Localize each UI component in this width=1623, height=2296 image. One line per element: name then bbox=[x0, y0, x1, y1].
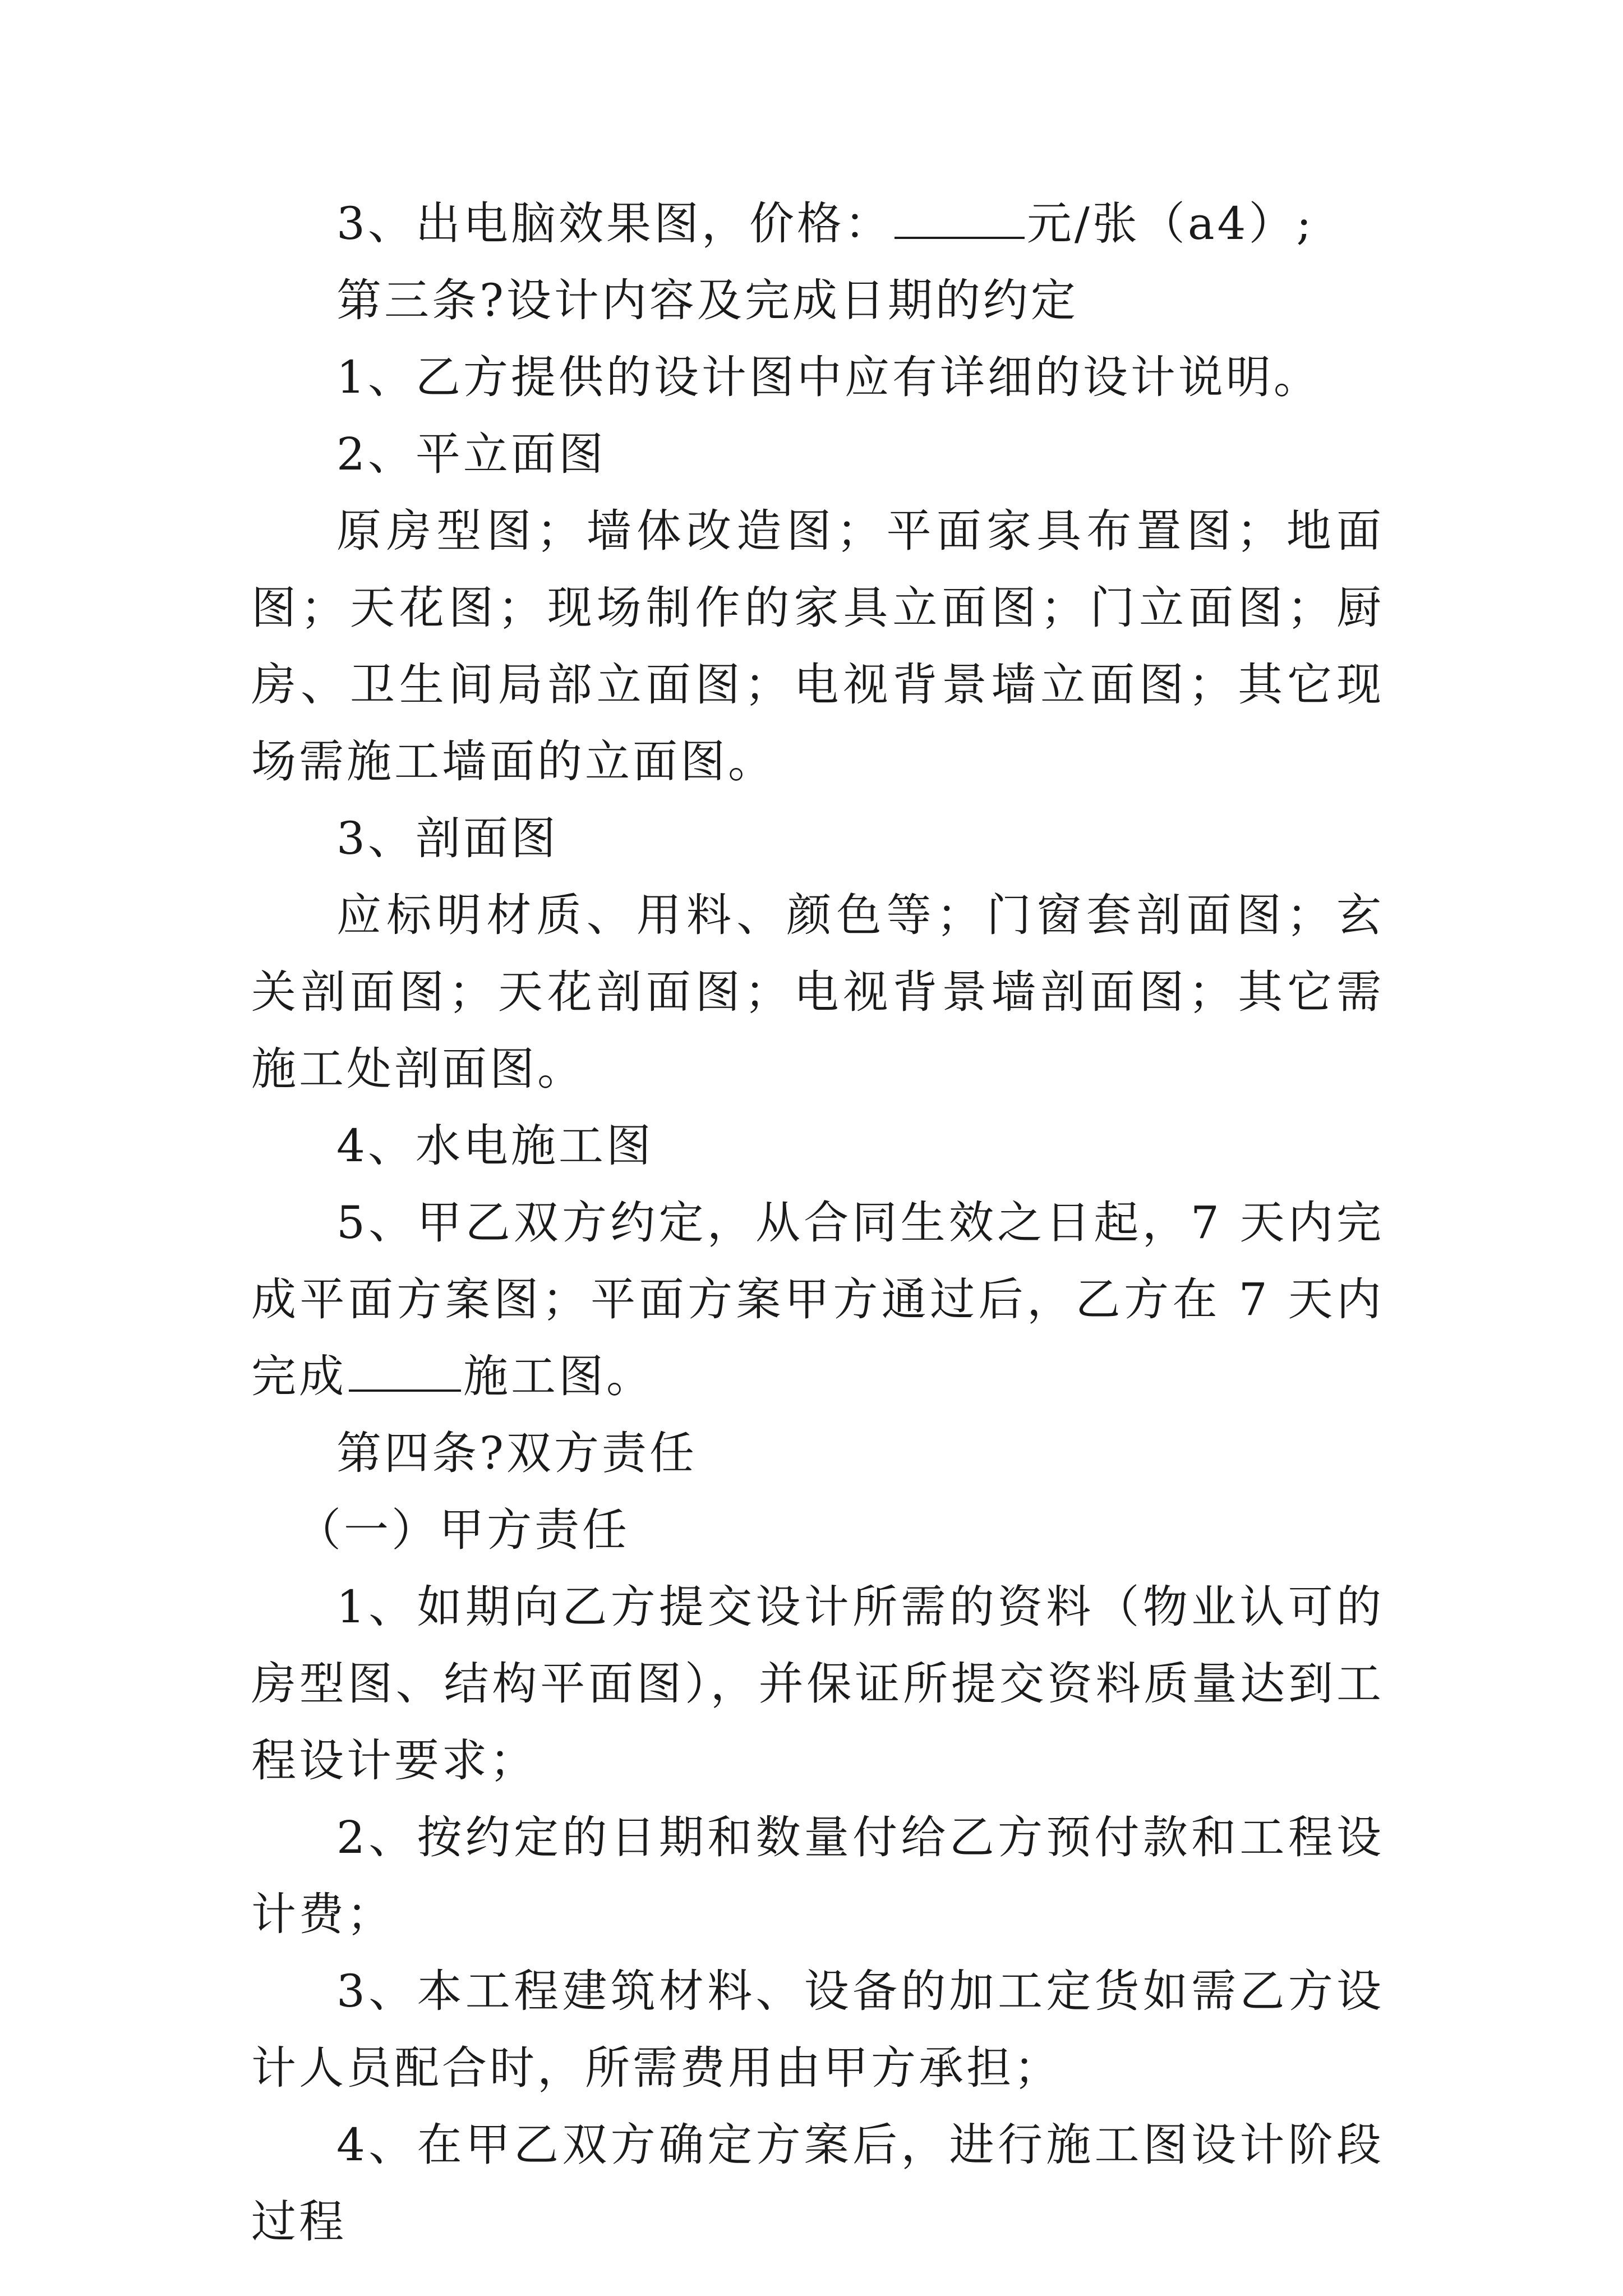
paragraph-p9 bbox=[251, 1184, 1384, 1415]
document-body bbox=[251, 185, 1384, 2260]
paragraph-text: 3、出电脑效果图，价格： bbox=[336, 197, 892, 250]
paragraph-text: 原房型图；墙体改造图；平面家具布置图；地面图；天花图；现场制作的家具立面图；门立面图；厨房、卫生间局部立面图；电视背景墙立面图；其它现场需施工墙面的立面图。 bbox=[251, 505, 1384, 788]
fill-in-blank-line bbox=[895, 200, 1025, 239]
paragraph-text: 4、水电施工图 bbox=[336, 1120, 654, 1172]
paragraph-text: 1、乙方提供的设计图中应有详细的设计说明。 bbox=[336, 351, 1321, 403]
paragraph-text: 2、平立面图 bbox=[336, 428, 606, 480]
paragraph-p4 bbox=[251, 416, 1384, 493]
paragraph-text: 第三条?设计内容及完成日期的约定 bbox=[336, 274, 1078, 326]
paragraph-p12 bbox=[251, 1568, 1384, 1799]
paragraph-p8 bbox=[251, 1107, 1384, 1184]
paragraph-p3 bbox=[251, 339, 1384, 416]
paragraph-text: 2、按约定的日期和数量付给乙方预付款和工程设计费； bbox=[251, 1811, 1384, 1940]
paragraph-p11 bbox=[251, 1492, 1384, 1568]
paragraph-p5 bbox=[251, 493, 1384, 800]
paragraph-p13 bbox=[251, 1799, 1384, 1953]
paragraph-text: 施工图。 bbox=[463, 1350, 654, 1402]
paragraph-text: 应标明材质、用料、颜色等；门窗套剖面图；玄关剖面图；天花剖面图；电视背景墙剖面图；其它需施工处剖面图。 bbox=[251, 889, 1384, 1095]
fill-in-blank-line bbox=[349, 1352, 461, 1392]
paragraph-text: 元/张（a4）; bbox=[1026, 197, 1315, 250]
paragraph-text: 3、剖面图 bbox=[336, 812, 559, 864]
paragraph-text: 1、如期向乙方提交设计所需的资料（物业认可的房型图、结构平面图），并保证所提交资料质量达到工程设计要求； bbox=[251, 1581, 1384, 1787]
paragraph-p15 bbox=[251, 2106, 1384, 2260]
paragraph-text: 3、本工程建筑材料、设备的加工定货如需乙方设计人员配合时，所需费用由甲方承担； bbox=[251, 1965, 1384, 2094]
paragraph-p10 bbox=[251, 1415, 1384, 1492]
paragraph-p14 bbox=[251, 1953, 1384, 2106]
paragraph-text: （一）甲方责任 bbox=[296, 1504, 630, 1556]
paragraph-p1 bbox=[251, 185, 1384, 262]
paragraph-p6 bbox=[251, 800, 1384, 877]
paragraph-p2 bbox=[251, 262, 1384, 339]
paragraph-text: 4、在甲乙双方确定方案后，进行施工图设计阶段过程 bbox=[251, 2119, 1384, 2248]
paragraph-text: 5、甲乙双方约定，从合同生效之日起，7 天内完成平面方案图；平面方案甲方通过后，乙方在 7 天内完成 bbox=[251, 1197, 1384, 1402]
paragraph-p7 bbox=[251, 877, 1384, 1107]
paragraph-text: 第四条?双方责任 bbox=[336, 1427, 697, 1479]
